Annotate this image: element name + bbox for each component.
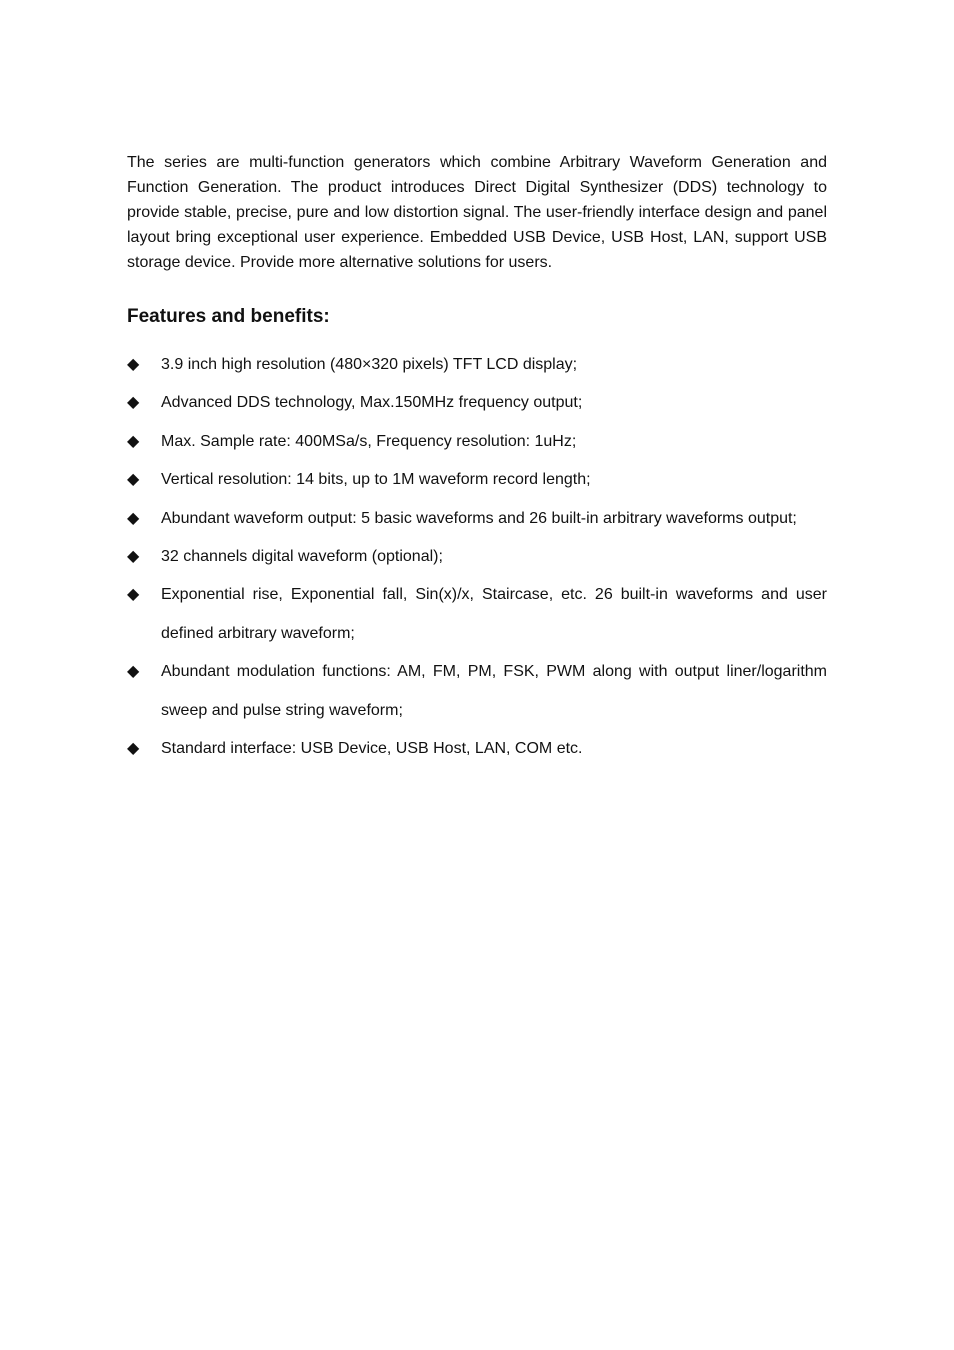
features-list xyxy=(127,346,827,768)
list-item xyxy=(127,461,827,499)
diamond-bullet-icon: ◆ xyxy=(127,394,140,412)
feature-text: Abundant modulation functions: AM, FM, PM, FSK, PWM along with output liner/logarithm sweep and pulse string waveform; xyxy=(161,663,827,719)
feature-text: Standard interface: USB Device, USB Host, LAN, COM etc. xyxy=(161,740,583,758)
list-item xyxy=(127,500,827,538)
list-item xyxy=(127,576,827,653)
list-item xyxy=(127,653,827,730)
feature-text: Advanced DDS technology, Max.150MHz frequency output; xyxy=(161,394,583,412)
feature-text: 32 channels digital waveform (optional); xyxy=(161,548,443,566)
diamond-bullet-icon: ◆ xyxy=(127,432,140,450)
diamond-bullet-icon: ◆ xyxy=(127,509,140,527)
list-item xyxy=(127,346,827,384)
feature-text: Exponential rise, Exponential fall, Sin(x)/x, Staircase, etc. 26 built-in waveforms and user defined arbitrary waveform; xyxy=(161,586,827,642)
feature-text: Abundant waveform output: 5 basic waveforms and 26 built-in arbitrary waveforms output; xyxy=(161,509,797,527)
diamond-bullet-icon: ◆ xyxy=(127,586,140,604)
feature-text: 3.9 inch high resolution (480×320 pixels) TFT LCD display; xyxy=(161,356,578,373)
list-item xyxy=(127,730,827,768)
features-heading: Features and benefits: xyxy=(127,306,330,327)
feature-text: Vertical resolution: 14 bits, up to 1M waveform record length; xyxy=(161,471,591,489)
list-item xyxy=(127,538,827,576)
intro-paragraph: The series are multi-function generators which combine Arbitrary Waveform Generation and Function Generation. The product introduces Direct Digital Synthesizer (DDS) technology to provide stable, precise, pure and low distortion signal. The user-friendly interface design and panel layout bring exceptional user experience. Embedded USB Device, USB Host, LAN, support USB storage device. Provide more alternative solutions for users. xyxy=(127,154,827,271)
document-page xyxy=(127,150,827,768)
feature-text: Max. Sample rate: 400MSa/s, Frequency resolution: 1uHz; xyxy=(161,432,577,450)
diamond-bullet-icon: ◆ xyxy=(127,548,140,566)
diamond-bullet-icon: ◆ xyxy=(127,471,140,489)
diamond-bullet-icon: ◆ xyxy=(127,663,140,681)
list-item xyxy=(127,384,827,422)
diamond-bullet-icon: ◆ xyxy=(127,356,140,373)
diamond-bullet-icon: ◆ xyxy=(127,740,140,758)
list-item xyxy=(127,423,827,461)
